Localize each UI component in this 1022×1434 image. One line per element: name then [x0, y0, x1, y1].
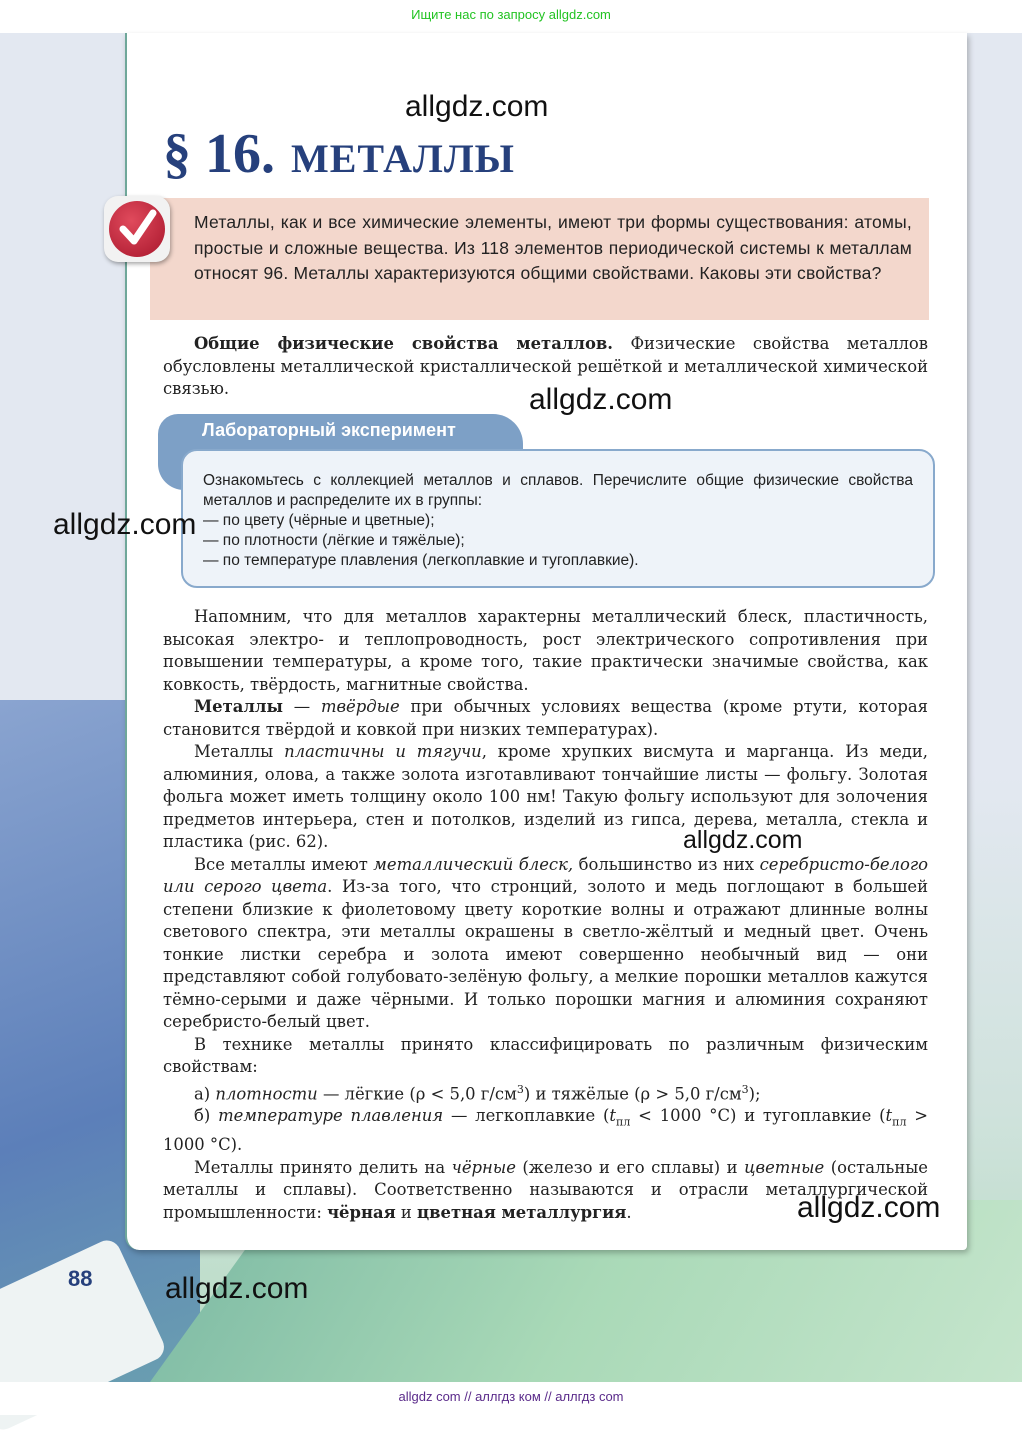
paragraph — [163, 1105, 928, 1156]
text-run: — — [282, 697, 321, 716]
text-run: плотности — [215, 1083, 318, 1103]
text-run: t — [609, 1106, 617, 1126]
text-run: пластичны и тягучи — [284, 742, 482, 761]
lab-experiment-box — [181, 449, 935, 588]
text-run: ) и тяжёлые (ρ > 5,0 г/см — [523, 1083, 742, 1103]
watermark: allgdz.com — [529, 383, 673, 416]
text-run: Общие физические свойства металлов. — [194, 334, 613, 353]
text-run: 3 — [741, 1082, 749, 1096]
text-run: Металлы принято делить на — [194, 1157, 452, 1177]
text-run: Металлы — [194, 742, 285, 761]
text-run: Металлы — [194, 697, 283, 716]
text-run: пл — [892, 1115, 907, 1129]
watermark: allgdz.com — [53, 508, 197, 541]
section-title: МЕТАЛЛЫ — [291, 136, 515, 181]
text-run: < 1000 °C) и тугоплавкие ( — [630, 1106, 886, 1126]
lab-text: Ознакомьтесь с коллекцией металлов и сплавов. Перечислите общие физические свойства металлов и распределите их в группы: — [203, 472, 913, 509]
text-run: > 1000 °C). — [163, 1106, 929, 1155]
page-number: 88 — [68, 1266, 93, 1291]
text-run: Напомним, что для металлов характерны металлический блеск, пластичность, высокая электро- и теплопроводность, рост электрического сопротивления при повышении температуры, а кроме того, такие практически значимые свойства, как ковкость, твёрдость, магнитные свойства. — [163, 607, 928, 694]
text-run: (железо и его сплавы) и — [515, 1157, 745, 1177]
text-run: металлический блеск, — [373, 854, 574, 874]
text-run: цветная металлургия — [417, 1202, 627, 1222]
checkmark-icon — [104, 196, 170, 262]
watermark: allgdz.com — [683, 826, 803, 854]
text-run: (остальные металлы и сплавы). Соответственно называются и отрасли металлургической промышленности: — [163, 1157, 929, 1222]
bottom-banner: allgdz com // аллгдз ком // аллгдз com — [0, 1382, 1022, 1415]
text-run: 3 — [516, 1082, 524, 1096]
text-run: б) — [194, 1106, 219, 1126]
text-run: а) — [194, 1083, 216, 1103]
watermark: allgdz.com — [165, 1272, 309, 1305]
text-run: Все металлы имеют — [194, 854, 374, 874]
text-run: при обычных условиях вещества (кроме ртути, которая становится твёрдой и ковкой при низких температурах). — [163, 697, 928, 739]
watermark: allgdz.com — [797, 1191, 941, 1224]
lab-item: — по плотности (лёгкие и тяжёлые); — [203, 532, 465, 549]
body-text — [163, 606, 928, 1224]
text-run: температуре плавления — [218, 1106, 444, 1126]
text-run: пл — [616, 1115, 631, 1129]
text-run: цветные — [744, 1157, 825, 1177]
text-run: и — [395, 1202, 418, 1222]
text-run: , кроме хрупких висмута и марганца. Из меди, алюминия, олова, а также золота изготавливают тончайшие листы — фольгу. Золотая фольга может иметь толщину около 100 нм! Такую фольгу используют для золочения предметов интерьера, стен и потолков, изделий из гипса, дерева, металла, стекла и пластика (рис. 62). — [163, 742, 928, 851]
lab-item: — по цвету (чёрные и цветные); — [203, 512, 435, 529]
paragraph — [163, 696, 928, 741]
paragraph — [163, 741, 928, 854]
section-number: § 16. — [163, 123, 275, 185]
text-run: — лёгкие (ρ < 5,0 г/см — [317, 1083, 517, 1103]
paragraph — [163, 606, 928, 696]
text-run: чёрная — [327, 1202, 396, 1222]
lab-heading: Лабораторный эксперимент — [202, 420, 456, 440]
page-title — [163, 122, 515, 186]
text-run: . — [626, 1202, 632, 1222]
text-run: ); — [748, 1083, 761, 1103]
intro-text: Металлы, как и все химические элементы, имеют три формы существования: атомы, простые и сложные вещества. Из 118 элементов периодической системы к металлам относят 96. Металлы характеризуются общими свойствами. Каковы эти свойства? — [194, 212, 912, 283]
text-run: В технике металлы принято классифицировать по различным физическим свойствам: — [163, 1034, 928, 1076]
paragraph — [163, 1079, 928, 1106]
lab-item: — по температуре плавления (легкоплавкие и тугоплавкие). — [203, 552, 639, 569]
top-banner: Ищите нас по запросу allgdz.com — [0, 0, 1022, 33]
text-run: большинство из них — [573, 854, 760, 874]
text-run: серебристо-белого или серого цвета — [163, 854, 928, 896]
text-run: Физические свойства металлов обусловлены металлической кристаллической решёткой и металлической химической связью. — [163, 334, 929, 398]
paragraph — [163, 854, 928, 1034]
text-run: — легкоплавкие ( — [443, 1106, 610, 1126]
watermark: allgdz.com — [405, 90, 549, 123]
paragraph — [163, 1034, 928, 1079]
text-run: . Из-за того, что стронций, золото и медь поглощают в большей степени близкие к фиолетовому цвету короткие волны и отражают длинные волны светового спектра, эти металлы окрашены в светло-жёлтый и медный цвет. Очень тонкие листки серебра и золота имеют совершенно необычный вид — они представляют собой голубовато-зелёную фольгу, а мелкие порошки металлов кажутся тёмно-серыми и даже чёрными. И только порошки магния и алюминия сохраняют серебристо-белый цвет. — [163, 877, 928, 1031]
text-run: твёрдые — [320, 697, 400, 716]
text-run: чёрные — [451, 1157, 516, 1177]
intro-box — [150, 198, 929, 320]
text-run: t — [885, 1106, 893, 1126]
